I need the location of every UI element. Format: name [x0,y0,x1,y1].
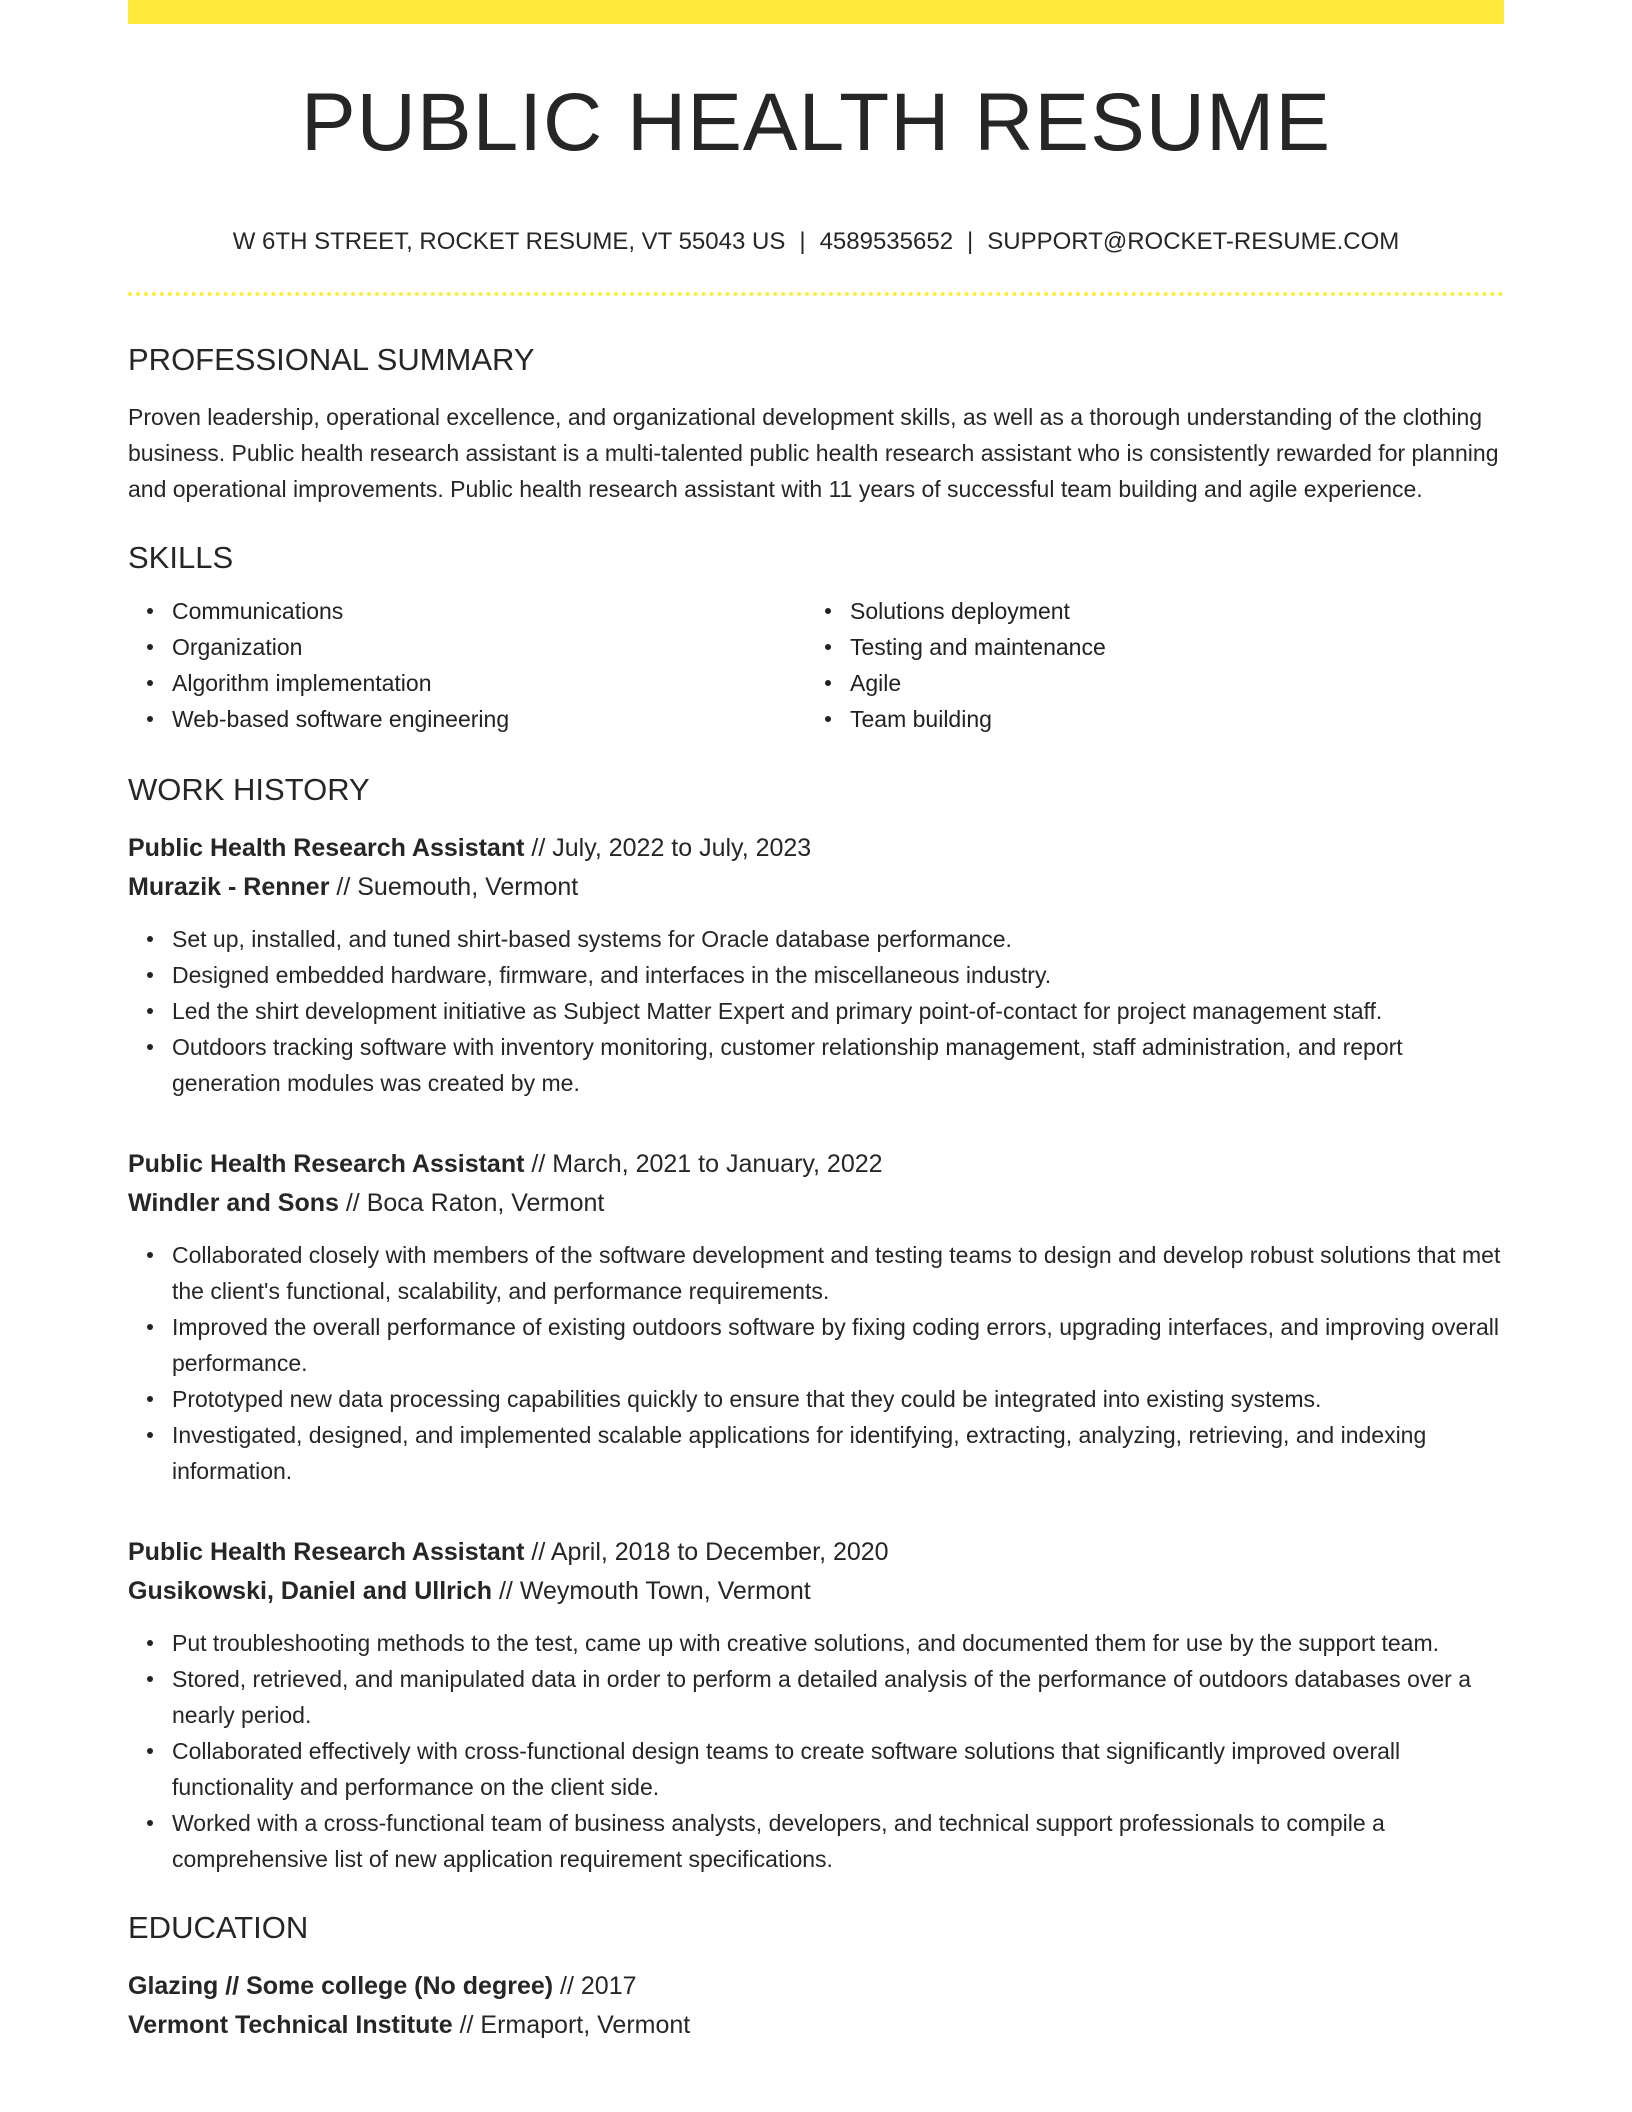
job-bullet: Put troubleshooting methods to the test, came up with creative solutions, and documented them for use by the support team. [172,1625,1504,1661]
section-title-skills: SKILLS [128,540,234,575]
section-title-summary: PROFESSIONAL SUMMARY [128,342,535,377]
accent-top-bar [128,0,1504,24]
delimiter: // [459,2011,474,2039]
section-title-education: EDUCATION [128,1910,309,1945]
job-role-line [128,1145,1504,1184]
email-text: SUPPORT@ROCKET-RESUME.COM [987,228,1400,255]
job-company: Murazik - Renner [128,873,330,901]
job-bullet: Collaborated closely with members of the software development and testing teams to design and develop robust solutions that met the client's functional, scalability, and performance requirements. [172,1237,1504,1309]
section-title-work-history: WORK HISTORY [128,772,370,807]
job-bullet: Prototyped new data processing capabilities quickly to ensure that they could be integrated into existing systems. [172,1381,1504,1417]
delimiter: // [531,834,546,862]
delimiter: // [531,1150,546,1178]
job-dates: April, 2018 to December, 2020 [550,1538,889,1566]
job-company-line [128,1572,1504,1611]
education-entry [128,1967,1504,2045]
job-role: Public Health Research Assistant [128,1150,525,1178]
skill-item: Communications [172,593,806,629]
education-degree: Glazing // Some college (No degree) [128,1972,554,2000]
phone-text: 4589535652 [819,228,954,255]
job-entry [128,1533,1504,1877]
job-entry [128,1145,1504,1489]
skills-column-left [128,593,806,737]
address-text: W 6TH STREET, ROCKET RESUME, VT 55043 US [232,228,786,255]
skills-column-right [806,593,1484,737]
skills-grid [128,593,1504,737]
resume-page [128,0,1504,2045]
contact-separator: | [967,228,974,255]
job-role: Public Health Research Assistant [128,834,525,862]
education-school-line [128,2006,1504,2045]
skill-item: Solutions deployment [850,593,1484,629]
job-bullet: Led the shirt development initiative as Subject Matter Expert and primary point-of-contact for project management staff. [172,993,1504,1029]
job-company-line [128,1184,1504,1223]
job-bullets [128,921,1504,1101]
dotted-divider [128,292,1504,296]
job-bullet: Collaborated effectively with cross-functional design teams to create software solutions that significantly improved overall functionality and performance on the client side. [172,1733,1504,1805]
summary-paragraph: Proven leadership, operational excellence, and organizational development skills, as well as a thorough understanding of the clothing business. Public health research assistant is a multi-talented public health research assistant who is consistently rewarded for planning and operational improvements. Public health research assistant with 11 years of successful team building and agile experience. [128,404,1499,502]
skill-item: Testing and maintenance [850,629,1484,665]
education-year: 2017 [580,1972,637,2000]
delimiter: // [498,1577,513,1605]
skill-item: Agile [850,665,1484,701]
job-bullet: Stored, retrieved, and manipulated data in order to perform a detailed analysis of the performance of outdoors databases over a nearly period. [172,1661,1504,1733]
delimiter: // [531,1538,546,1566]
job-bullet: Designed embedded hardware, firmware, and interfaces in the miscellaneous industry. [172,957,1504,993]
delimiter: // [560,1972,574,2000]
job-dates: March, 2021 to January, 2022 [552,1150,883,1178]
contact-separator: | [799,228,806,255]
job-dates: July, 2022 to July, 2023 [552,834,812,862]
job-location: Boca Raton, Vermont [366,1189,605,1217]
job-company-line [128,868,1504,907]
delimiter: // [345,1189,360,1217]
job-bullet: Outdoors tracking software with inventory monitoring, customer relationship management, staff administration, and report generation modules was created by me. [172,1029,1504,1101]
job-role-line [128,1533,1504,1572]
job-company: Gusikowski, Daniel and Ullrich [128,1577,492,1605]
job-bullets [128,1625,1504,1877]
job-location: Suemouth, Vermont [357,873,579,901]
job-bullet: Worked with a cross-functional team of business analysts, developers, and technical support professionals to compile a comprehensive list of new application requirement specifications. [172,1805,1504,1877]
skill-item: Algorithm implementation [172,665,806,701]
job-role-line [128,829,1504,868]
job-bullet: Set up, installed, and tuned shirt-based systems for Oracle database performance. [172,921,1504,957]
delimiter: // [336,873,351,901]
skill-item: Web-based software engineering [172,701,806,737]
job-location: Weymouth Town, Vermont [519,1577,811,1605]
resume-title: PUBLIC HEALTH RESUME [300,77,1332,168]
education-degree-line [128,1967,1504,2006]
job-role: Public Health Research Assistant [128,1538,525,1566]
job-bullets [128,1237,1504,1489]
education-location: Ermaport, Vermont [480,2011,691,2039]
skill-item: Organization [172,629,806,665]
job-company: Windler and Sons [128,1189,339,1217]
job-entry [128,829,1504,1101]
education-school: Vermont Technical Institute [128,2011,453,2039]
job-bullet: Improved the overall performance of existing outdoors software by fixing coding errors, upgrading interfaces, and improving overall performance. [172,1309,1504,1381]
contact-line [128,230,1504,254]
skill-item: Team building [850,701,1484,737]
job-bullet: Investigated, designed, and implemented scalable applications for identifying, extracting, analyzing, retrieving, and indexing information. [172,1417,1504,1489]
